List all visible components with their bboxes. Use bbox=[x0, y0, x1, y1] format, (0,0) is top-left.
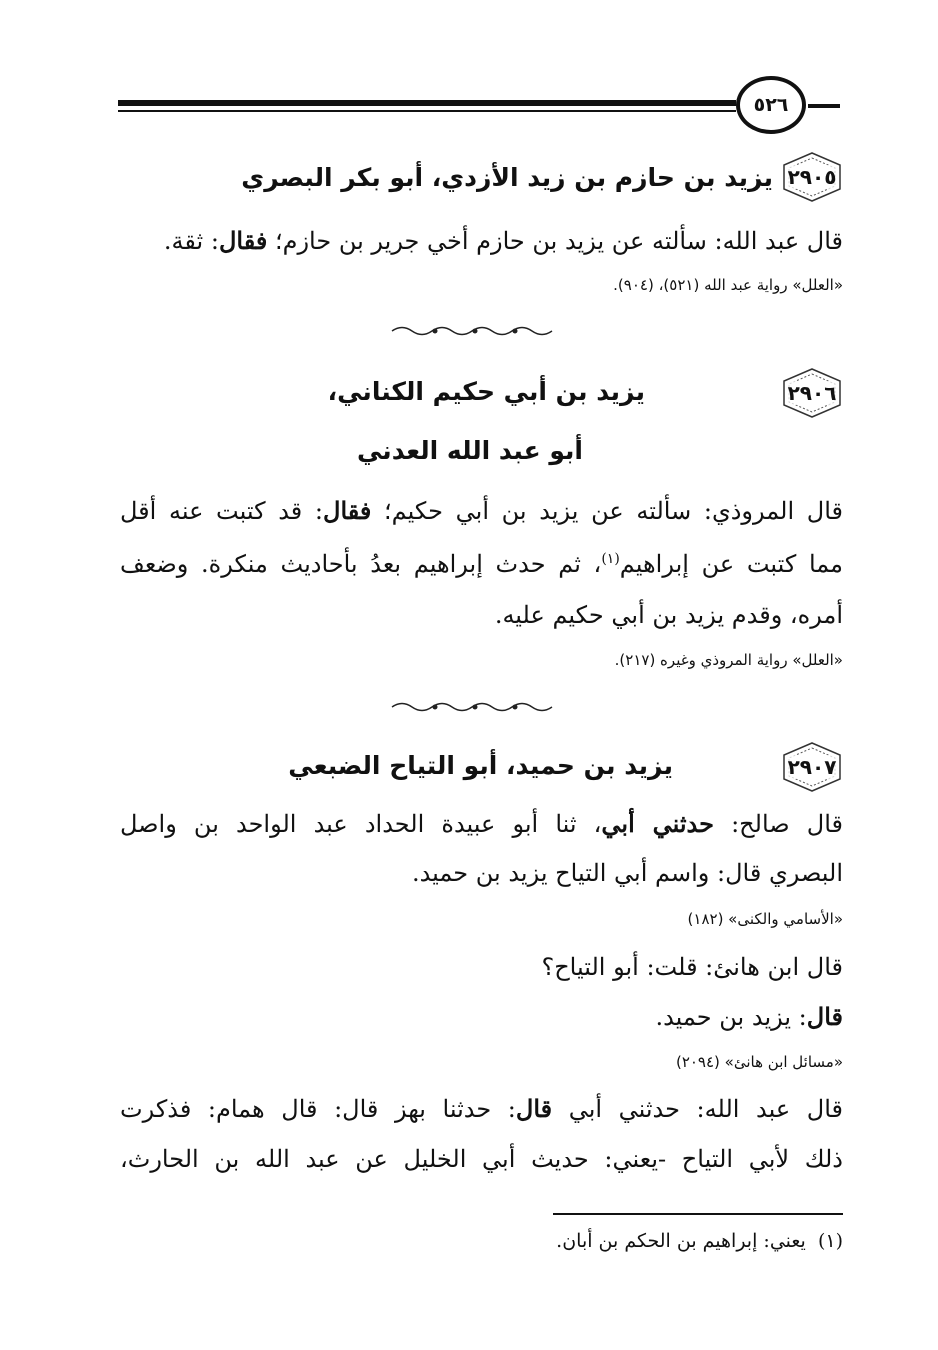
entry-title-continued: أبو عبد الله العدني bbox=[357, 436, 583, 465]
footnote-text: يعني: إبراهيم بن الحكم بن أبان. bbox=[556, 1230, 806, 1252]
header-rule-thin bbox=[118, 110, 736, 112]
footnote-marker: (١) bbox=[817, 1230, 843, 1252]
text-line: قال صالح: حدثني أبي، ثنا أبو عبيدة الحداد عبد الواحد بن واصل bbox=[120, 809, 844, 838]
page-number-text: ٥٢٦ bbox=[753, 94, 789, 116]
section-divider-ornament bbox=[390, 324, 560, 338]
footnote-reference: (١) bbox=[601, 551, 620, 567]
text-line: قال: يزيد بن حميد. bbox=[655, 1002, 843, 1031]
text-line: البصري قال: واسم أبي التياح يزيد بن حميد. bbox=[411, 859, 843, 887]
flourish-divider-icon bbox=[390, 700, 560, 714]
header-rule-short bbox=[808, 104, 840, 108]
entry-number: ٢٩٠٦ bbox=[787, 381, 837, 405]
entry-title: يزيد بن حازم بن زيد الأزدي، أبو بكر البصري bbox=[241, 163, 773, 192]
text-line: مما كتبت عن إبراهيم$^{(١)}$، ثم حدث إبراهيم بعدُ بأحاديث منكرة. وضعف bbox=[120, 550, 844, 578]
entry-number-medallion bbox=[780, 151, 844, 203]
entry-number: ٢٩٠٥ bbox=[787, 165, 837, 189]
text-line: قال عبد الله: حدثني أبي قال: حدثنا بهز قال: قال همام: فذكرت bbox=[120, 1094, 843, 1123]
entry-title: يزيد بن أبي حكيم الكناني، bbox=[327, 377, 645, 406]
entry-number-medallion bbox=[780, 741, 844, 793]
footnote-separator bbox=[553, 1213, 843, 1215]
header-rule bbox=[118, 100, 736, 106]
text-line: قال المروذي: سألته عن يزيد بن أبي حكيم؛ فقال: قد كتبت عنه أقل bbox=[120, 496, 843, 525]
page-number bbox=[736, 76, 806, 134]
text-line: ذلك لأبي التياح -يعني: حديث أبي الخليل عن عبد الله بن الحارث، bbox=[120, 1145, 843, 1173]
entry-title: يزيد بن حميد، أبو التياح الضبعي bbox=[288, 751, 673, 780]
text-line: قال عبد الله: سألته عن يزيد بن حازم أخي جرير بن حازم؛ فقال: ثقة. bbox=[163, 226, 843, 255]
entry-number: ٢٩٠٧ bbox=[787, 755, 837, 779]
source-citation: «العلل» رواية المروذي وغيره (٢١٧). bbox=[614, 651, 843, 669]
entry-number-medallion bbox=[780, 367, 844, 419]
flourish-divider-icon bbox=[390, 324, 560, 338]
source-citation: «مسائل ابن هانئ» (٢٠٩٤) bbox=[675, 1053, 843, 1071]
text-line: قال ابن هانئ: قلت: أبو التياح؟ bbox=[541, 953, 843, 981]
source-citation: «العلل» رواية عبد الله (٥٢١)، (٩٠٤). bbox=[613, 276, 843, 294]
footnote bbox=[556, 1230, 843, 1252]
section-divider-ornament bbox=[390, 700, 560, 714]
source-citation: «الأسامي والكنى» (١٨٢) bbox=[687, 910, 843, 928]
text-line: أمره، وقدم يزيد بن أبي حكيم عليه. bbox=[494, 601, 843, 629]
